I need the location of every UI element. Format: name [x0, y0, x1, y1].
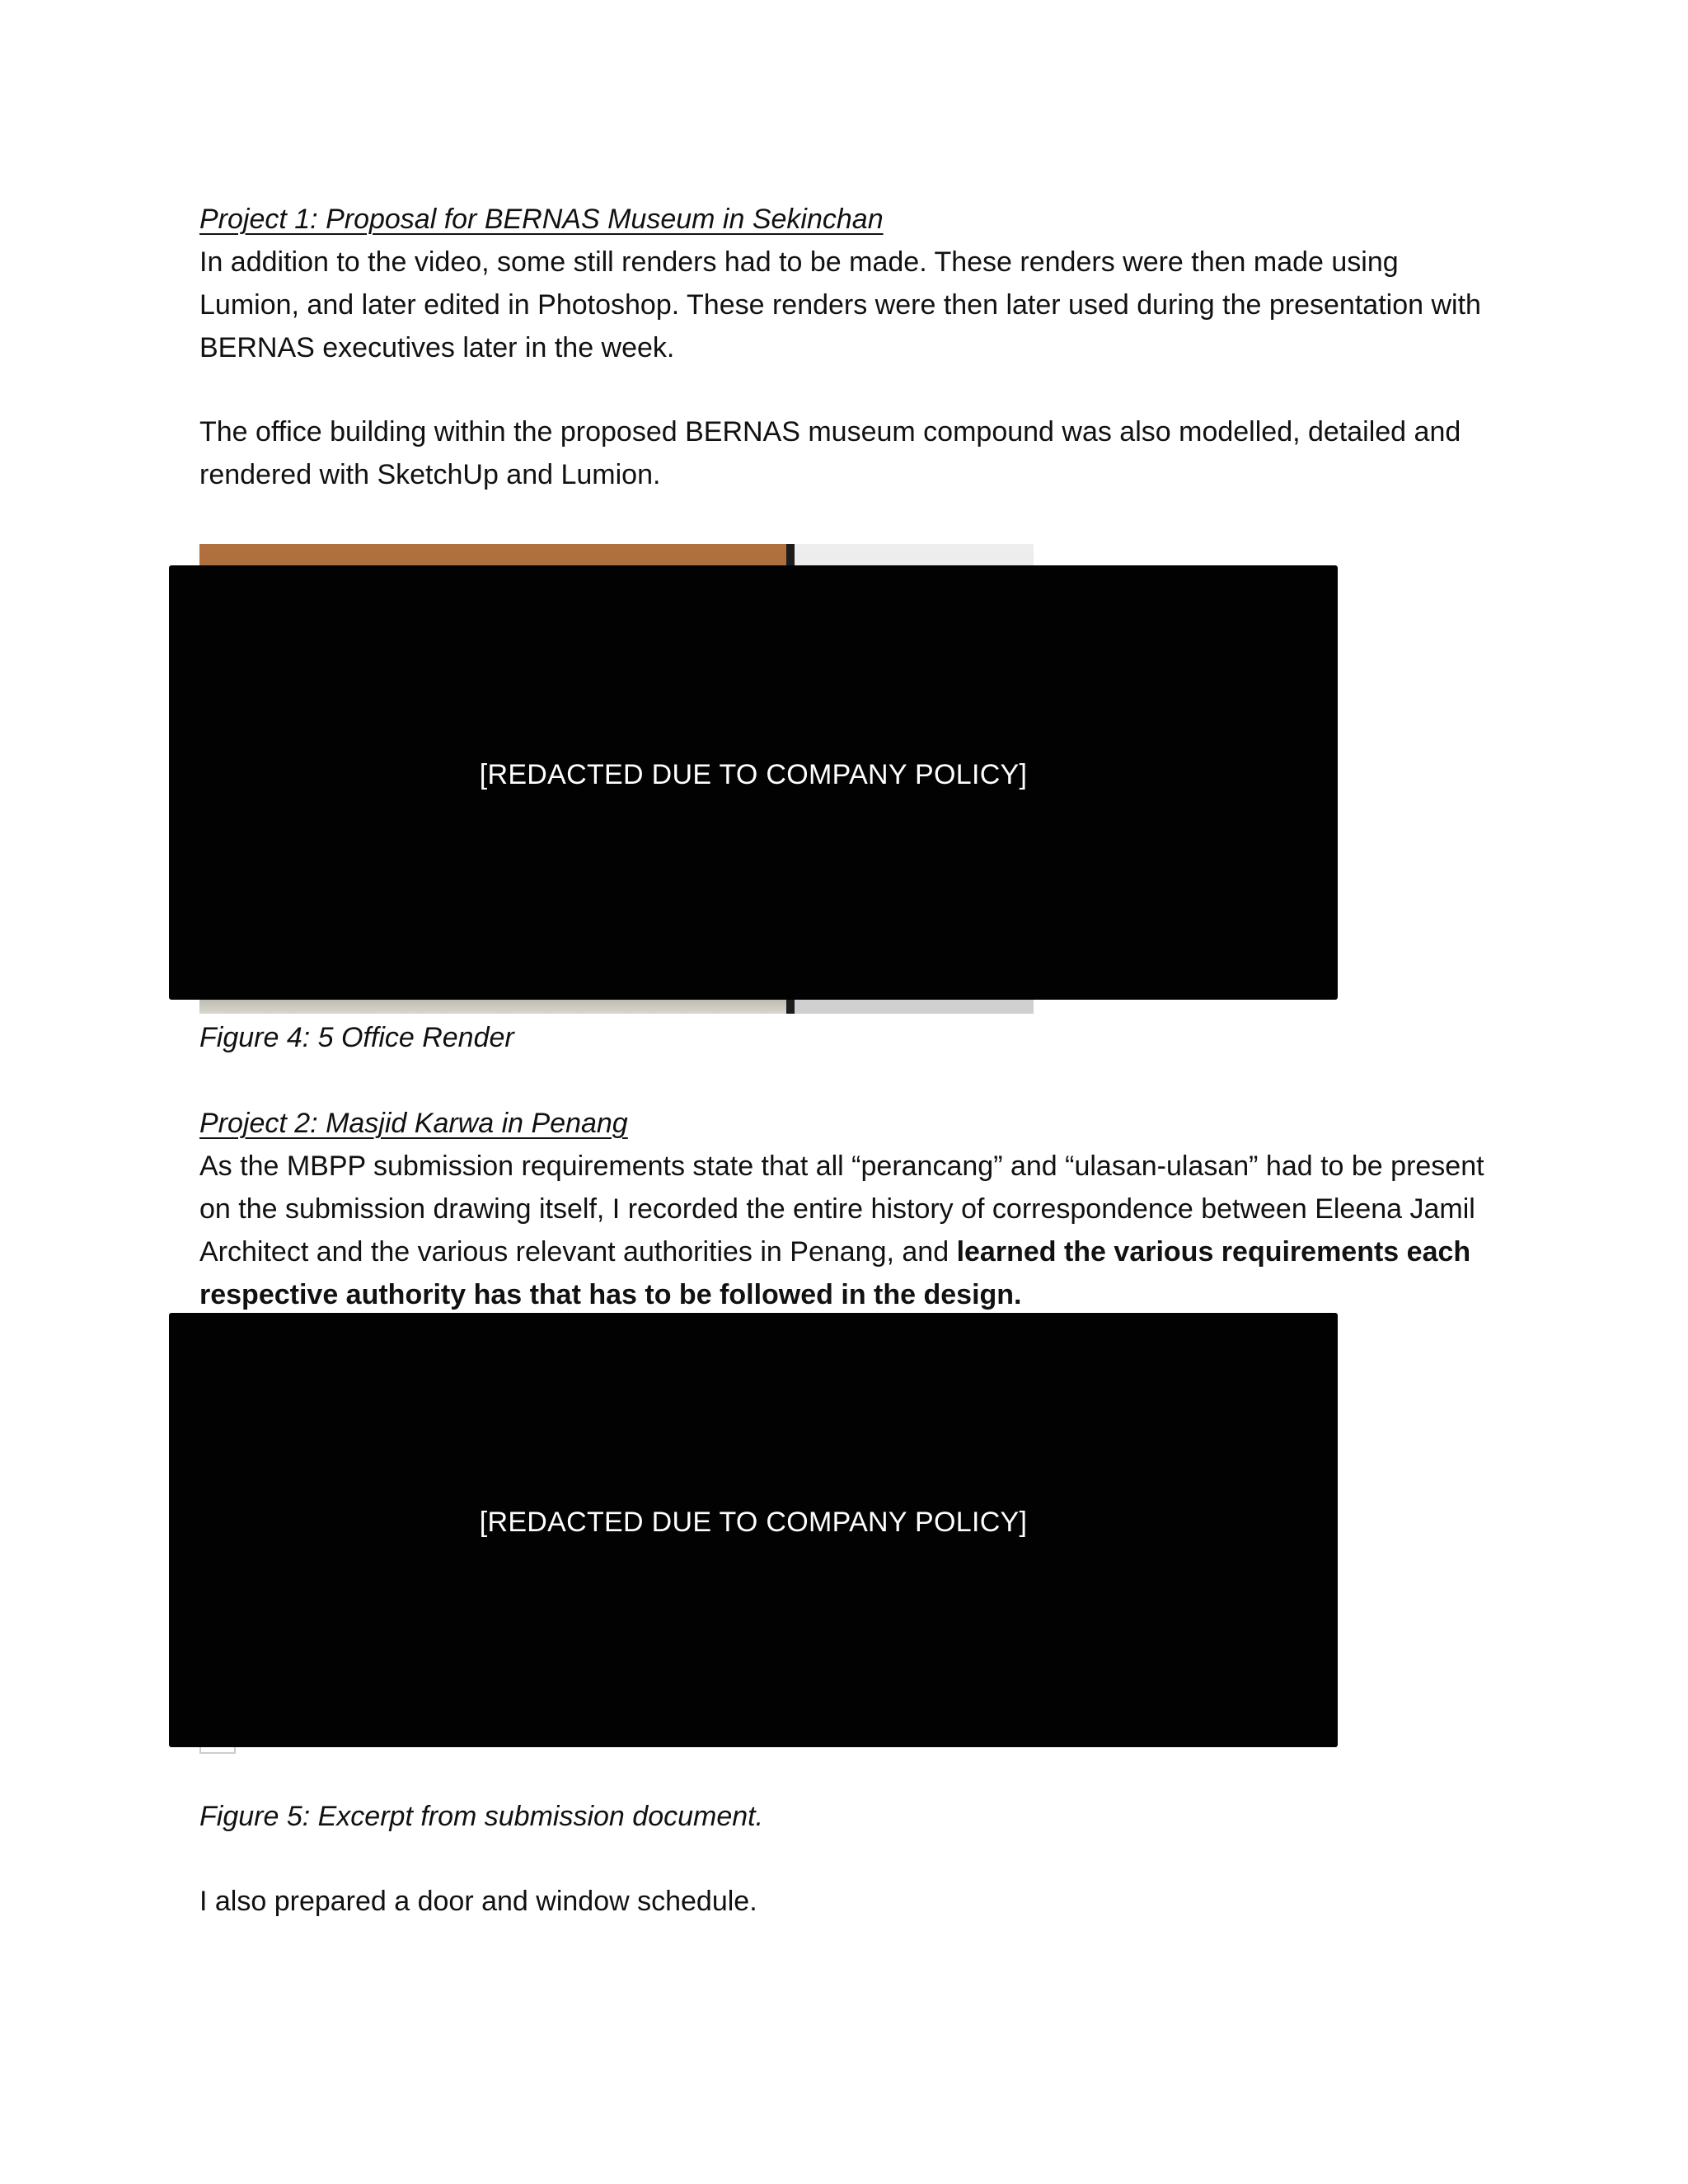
project2-paragraph-text: As the MBPP submission requirements state that all “perancang” and “ulasan-ulasan” had to be present on the submission drawing itself, I recorded the entire history of correspondence between Eleena Jamil Architect and the various relevant authorities in Penang, and	[199, 1151, 1484, 1268]
redaction-label: [REDACTED DUE TO COMPANY POLICY]	[479, 759, 1028, 790]
closing-paragraph: I also prepared a door and window schedule.	[199, 1886, 757, 1917]
redaction-box-figure-4	[169, 565, 1338, 1000]
project2-heading: Project 2: Masjid Karwa in Penang	[199, 1108, 628, 1139]
project1-paragraph-2: The office building within the proposed BERNAS museum compound was also modelled, detailed and rendered with SketchUp and Lumion.	[199, 416, 1461, 490]
redaction-label: [REDACTED DUE TO COMPANY POLICY]	[479, 1507, 1028, 1538]
project2-paragraph-bold: learned the various requirements each respective authority has that has to be followed in the design.	[199, 1236, 1471, 1310]
figure-5-caption: Figure 5: Excerpt from submission document.	[199, 1801, 764, 1832]
project1-paragraph-1: In addition to the video, some still renders had to be made. These renders were then made using Lumion, and later edited in Photoshop. These renders were then later used during the presentation with BERNAS executives later in the week.	[199, 246, 1481, 363]
project2-paragraph	[199, 1145, 1502, 1316]
figure-4-caption: Figure 4: 5 Office Render	[199, 1022, 514, 1053]
redaction-box-figure-5	[169, 1313, 1338, 1747]
project1-heading: Project 1: Proposal for BERNAS Museum in Sekinchan	[199, 204, 884, 235]
